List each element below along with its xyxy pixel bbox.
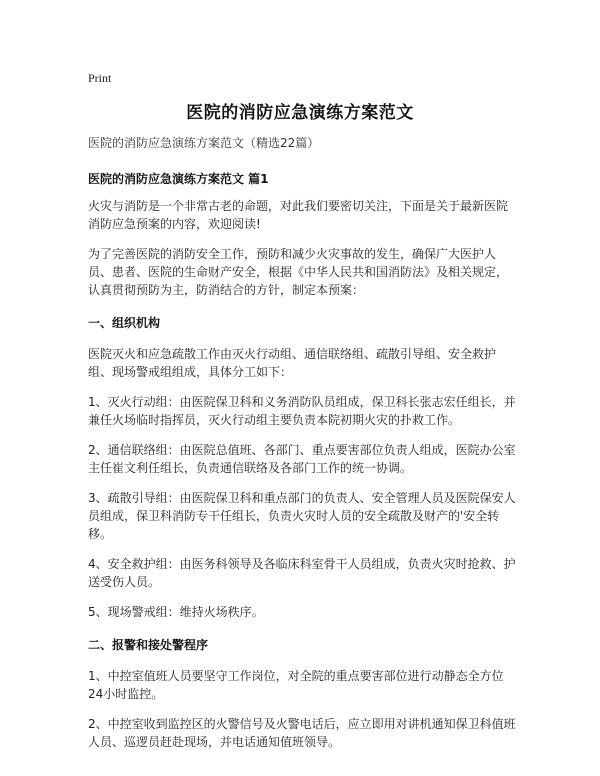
section-paragraph: 1、中控室值班人员要坚守工作岗位，对全院的重点要害部位进行动静态全方位24小时监控。: [88, 669, 504, 701]
section-paragraph: 3、疏散引导组：由医院保卫科和重点部门的负责人、安全管理人员及医院保安人员组成，保卫科消防专干任组长，负责火灾时人员的安全疏散及财产的'安全转移。: [88, 491, 516, 541]
article-heading: 医院的消防应急演练方案范文 篇1: [88, 172, 269, 186]
article-subtitle: 医院的消防应急演练方案范文（精选22篇）: [88, 136, 320, 150]
intro-paragraph: 为了完善医院的消防安全工作，预防和减少火灾事故的发生，确保广大医护人员、患者、医院的生命财产安全，根据《中华人民共和国消防法》及相关规定，认真贯彻预防为主，防消结合的方针，制定本预案：: [88, 247, 509, 297]
section-paragraph: 4、安全救护组：由医务科领导及各临床科室骨干人员组成，负责火灾时抢救、护送受伤人员。: [88, 557, 516, 589]
intro-paragraph: 火灾与消防是一个非常古老的命题，对此我们要密切关注，下面是关于最新医院消防应急预案的内容，欢迎阅读!: [88, 199, 509, 231]
section-paragraph: 医院灭火和应急疏散工作由灭火行动组、通信联络组、疏散引导组、安全救护组、现场警戒组组成，具体分工如下：: [88, 347, 497, 379]
section-heading: 一、组织机构: [88, 316, 161, 330]
page-title: 医院的消防应急演练方案范文: [186, 103, 414, 123]
section-paragraph: 1、灭火行动组：由医院保卫科和义务消防队员组成，保卫科长张志宏任组长，并兼任火场临时指挥员，灭火行动组主要负责本院初期火灾的扑救工作。: [88, 395, 516, 427]
section-heading: 二、报警和接处警程序: [88, 638, 209, 652]
article-body: [88, 135, 518, 763]
section-paragraph: 2、中控室收到监控区的火警信号及火警电话后，应立即用对讲机通知保卫科值班人员、巡逻员赶赴现场，并电话通知值班领导。: [88, 717, 516, 749]
section-paragraph: 5、现场警戒组：维持火场秩序。: [88, 605, 264, 619]
print-link[interactable]: Print: [88, 71, 112, 85]
section-paragraph: 2、通信联络组：由医院总值班、各部门、重点要害部位负责人组成，医院办公室主任崔文利任组长，负责通信联络及各部门工作的统一协调。: [88, 443, 516, 475]
